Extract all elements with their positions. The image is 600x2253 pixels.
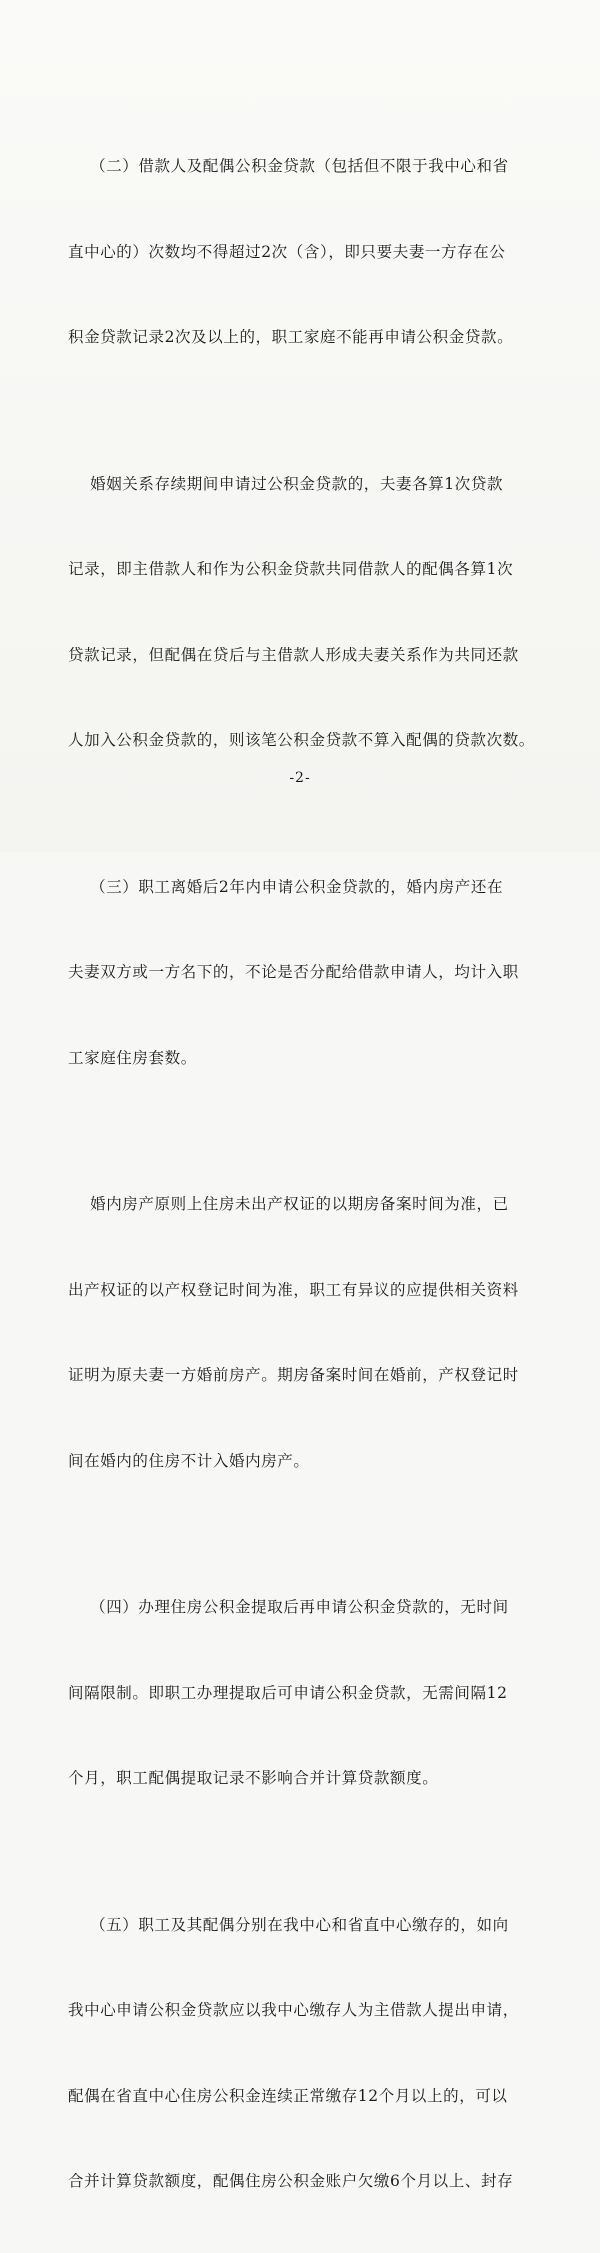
text-line: 人加入公积金贷款的，则该笔公积金贷款不算入配偶的贷款次数。 bbox=[68, 731, 535, 749]
text-line: （二）借款人及配偶公积金贷款（包括但不限于我中心和省 bbox=[68, 157, 509, 175]
text-line: 直中心的）次数均不得超过2次（含），即只要夫妻一方存在公 bbox=[68, 242, 506, 261]
text-line: 婚内房产原则上住房未出产权证的以期房备案时间为准，已 bbox=[68, 1195, 509, 1213]
text-line: 夫妻双方或一方名下的，不论是否分配给借款申请人，均计入职 bbox=[68, 963, 519, 981]
text-line: 配偶在省直中心住房公积金连续正常缴存12个月以上的，可以 bbox=[68, 2086, 508, 2105]
text-line: （五）职工及其配偶分别在我中心和省直中心缴存的，如向 bbox=[68, 1915, 509, 1934]
paragraph-clause-5 bbox=[68, 1854, 538, 2253]
text-line: （三）职工离婚后2年内申请公积金贷款的，婚内房产还在 bbox=[68, 877, 504, 896]
paragraph-clause-4 bbox=[68, 1536, 538, 1850]
text-line: 我中心申请公积金贷款应以我中心缴存人为主借款人提出申请， bbox=[68, 2001, 519, 2019]
text-line: 出产权证的以产权登记时间为准，职工有异议的应提供相关资料 bbox=[68, 1280, 519, 1299]
text-line: 个月，职工配偶提取记录不影响合并计算贷款额度。 bbox=[68, 1769, 439, 1787]
text-line: 婚姻关系存续期间申请过公积金贷款的，夫妻各算1次贷款 bbox=[68, 474, 504, 493]
text-line: 记录，即主借款人和作为公积金贷款共同借款人的配偶各算1次 bbox=[68, 560, 514, 578]
text-line: 贷款记录，但配偶在贷后与主借款人形成夫妻关系作为共同还款 bbox=[68, 645, 519, 664]
page-number: -2- bbox=[289, 770, 311, 786]
text-line: 积金贷款记录2次及以上的，职工家庭不能再申请公积金贷款。 bbox=[68, 328, 514, 346]
text-line: 间在婚内的住房不计入婚内房产。 bbox=[68, 1451, 310, 1470]
text-line: 间隔限制。即职工办理提取后可申请公积金贷款，无需间隔12 bbox=[68, 1683, 508, 1702]
document-body bbox=[68, 95, 538, 2253]
paragraph-clause-2 bbox=[68, 95, 538, 409]
text-line: （四）办理住房公积金提取后再申请公积金贷款的，无时间 bbox=[68, 1598, 509, 1616]
text-line: 工家庭住房套数。 bbox=[68, 1048, 197, 1067]
paragraph-clause-3 bbox=[68, 816, 538, 1130]
paragraph-marriage-note bbox=[68, 413, 538, 812]
text-line: 合并计算贷款额度，配偶住房公积金账户欠缴6个月以上、封存 bbox=[68, 2172, 514, 2190]
paragraph-property-note bbox=[68, 1133, 538, 1532]
text-line: 证明为原夫妻一方婚前房产。期房备案时间在婚前，产权登记时 bbox=[68, 1366, 519, 1384]
